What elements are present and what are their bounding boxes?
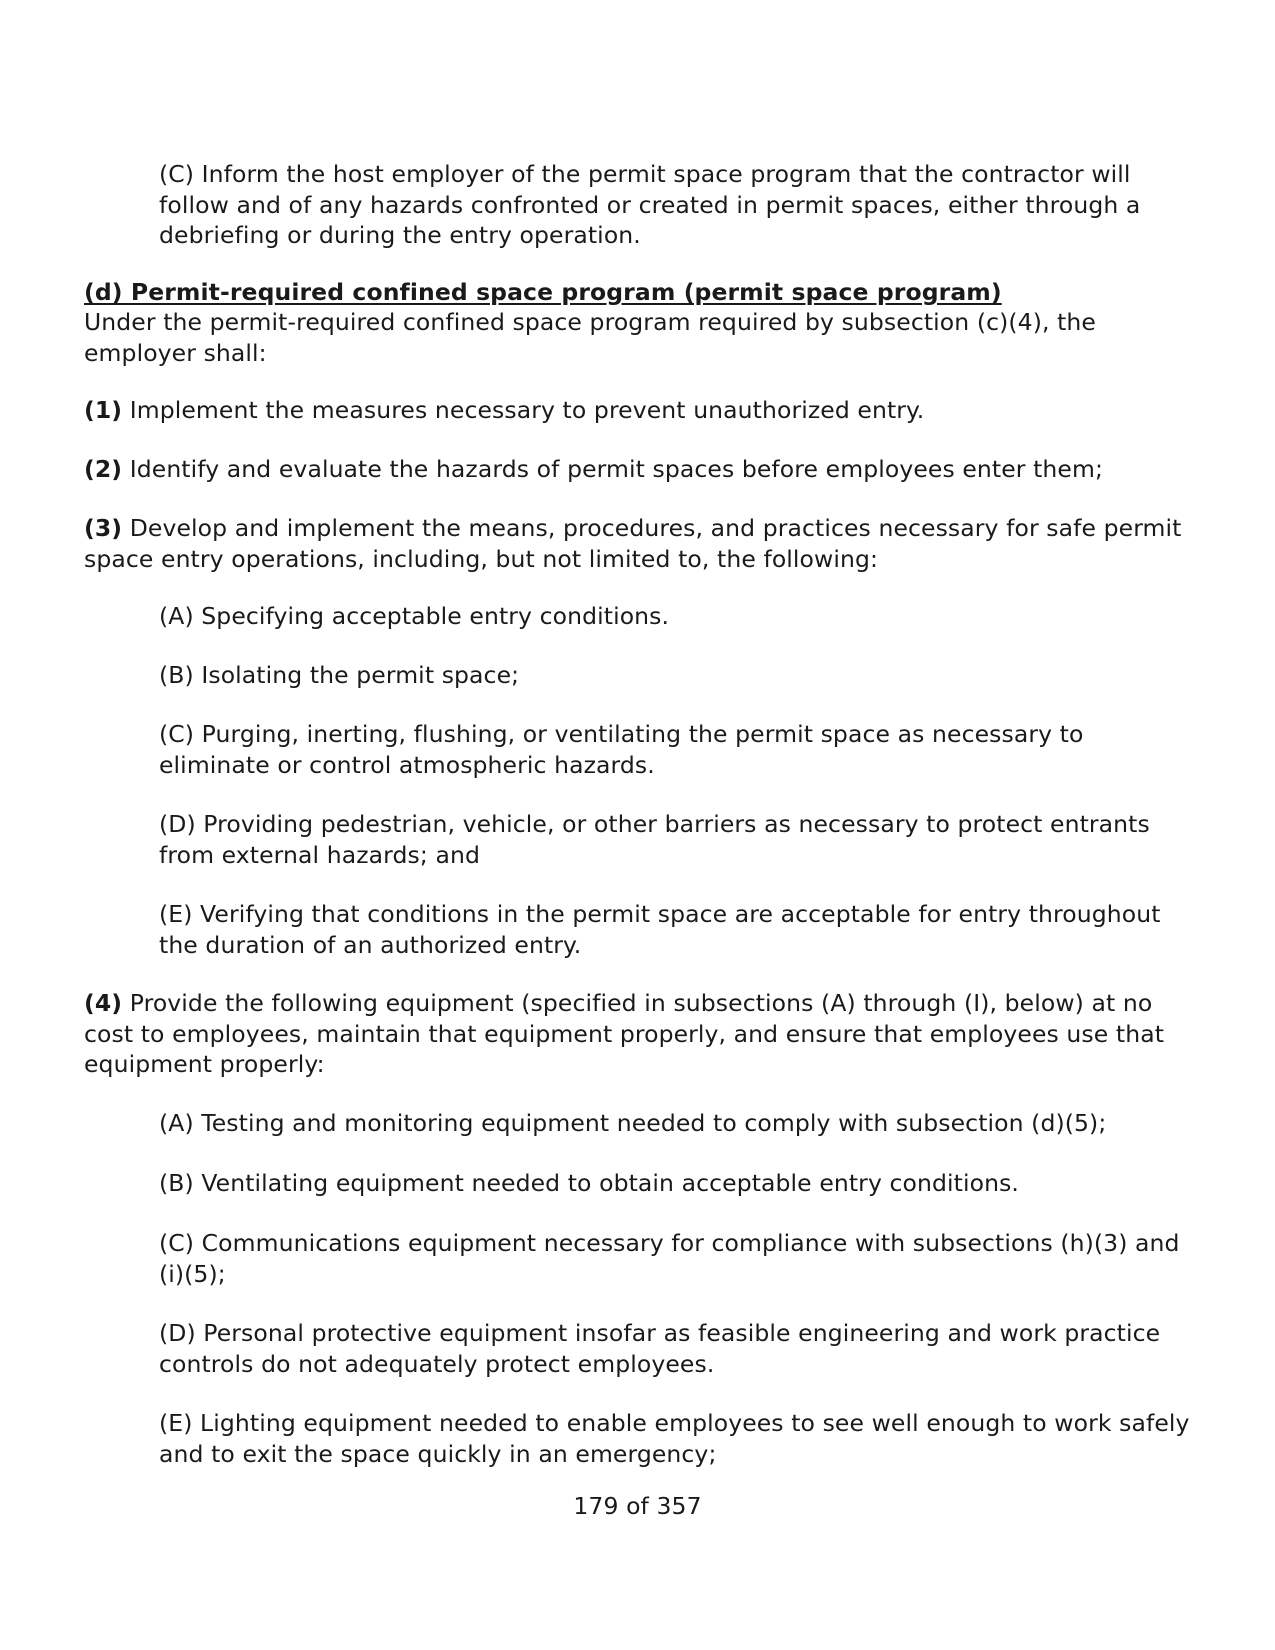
section-d-item-3 [84, 513, 1194, 574]
item3-subitem-c: (C) Purging, inerting, flushing, or ventilating the permit space as necessary to eliminate or control atmospheric hazards. [159, 720, 1084, 779]
intro-item-c: (C) Inform the host employer of the permit space program that the contractor will follow and of any hazards confronted or created in permit spaces, either through a debriefing or during the entry operation. [159, 160, 1141, 249]
item3-subitem-d: (D) Providing pedestrian, vehicle, or other barriers as necessary to protect entrants from external hazards; and [159, 810, 1150, 869]
item4-subitem-c: (C) Communications equipment necessary for compliance with subsections (h)(3) and (i)(5); [159, 1229, 1180, 1288]
item4-subitem-b: (B) Ventilating equipment needed to obtain acceptable entry conditions. [159, 1169, 1019, 1197]
section-d-item-4 [84, 988, 1194, 1080]
item-text: Identify and evaluate the hazards of permit spaces before employees enter them; [122, 455, 1103, 483]
page-number: 179 of 357 [573, 1492, 702, 1520]
item3-subitem-b: (B) Isolating the permit space; [159, 661, 520, 689]
item-text: Develop and implement the means, procedures, and practices necessary for safe permit space entry operations, including, but not limited to, the following: [84, 514, 1182, 573]
item3-subitem-a: (A) Specifying acceptable entry conditions. [159, 602, 670, 630]
item-number: (3) [84, 514, 123, 542]
item-number: (1) [84, 396, 123, 424]
item4-subitem-e: (E) Lighting equipment needed to enable employees to see well enough to work safely and to exit the space quickly in an emergency; [159, 1409, 1190, 1468]
section-d-intro: Under the permit-required confined space program required by subsection (c)(4), the employer shall: [84, 308, 1096, 367]
item3-subitem-e: (E) Verifying that conditions in the permit space are acceptable for entry throughout the duration of an authorized entry. [159, 900, 1161, 959]
item-text: Implement the measures necessary to prevent unauthorized entry. [122, 396, 925, 424]
section-d-item-2 [84, 454, 1194, 485]
section-d-item-1 [84, 395, 1194, 426]
item-number: (2) [84, 455, 123, 483]
item4-subitem-d: (D) Personal protective equipment insofar as feasible engineering and work practice controls do not adequately protect employees. [159, 1319, 1161, 1378]
item-number: (4) [84, 989, 123, 1017]
section-d-heading: (d) Permit-required confined space program (permit space program) [84, 278, 1002, 306]
item4-subitem-a: (A) Testing and monitoring equipment needed to comply with subsection (d)(5); [159, 1109, 1107, 1137]
item-text: Provide the following equipment (specified in subsections (A) through (I), below) at no cost to employees, maintain that equipment properly, and ensure that employees use that equipment properly: [84, 989, 1165, 1078]
